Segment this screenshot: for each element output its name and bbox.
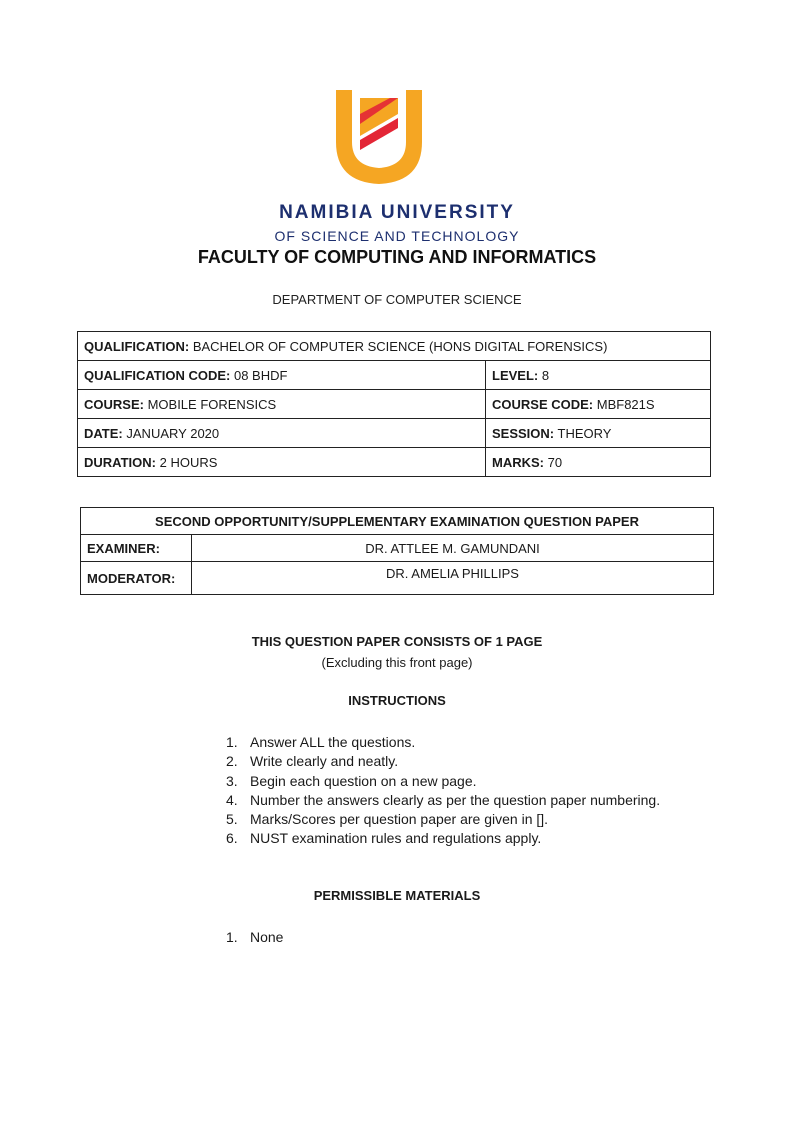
- university-name: NAMIBIA UNIVERSITY: [279, 202, 515, 223]
- qualification-code-value: 08 BHDF: [233, 367, 288, 383]
- course-label: COURSE:: [84, 396, 144, 412]
- list-item: 4. Number the answers clearly as per the question paper numbering.: [226, 791, 661, 808]
- instructions-heading: INSTRUCTIONS: [348, 693, 446, 708]
- course-code-label: COURSE CODE:: [492, 396, 594, 412]
- moderator-label: MODERATOR:: [81, 562, 192, 595]
- university-subtitle: OF SCIENCE AND TECHNOLOGY: [274, 228, 520, 244]
- permissible-materials-heading: PERMISSIBLE MATERIALS: [313, 888, 481, 903]
- permissible-materials-list: [226, 928, 283, 947]
- duration-cell: [78, 448, 486, 477]
- marks-value: 70: [547, 454, 563, 470]
- session-value: THEORY: [557, 425, 612, 441]
- qualification-cell: [78, 332, 711, 361]
- level-value: 8: [541, 367, 550, 383]
- exam-title: SECOND OPPORTUNITY/SUPPLEMENTARY EXAMINATION QUESTION PAPER: [81, 508, 714, 535]
- session-label: SESSION:: [492, 425, 555, 441]
- moderator-value: DR. AMELIA PHILLIPS: [192, 562, 714, 595]
- table-row: [81, 508, 714, 535]
- table-row: [78, 448, 711, 477]
- university-logo: [332, 84, 426, 186]
- list-item: 1. None: [226, 929, 284, 945]
- instructions-list: [226, 733, 660, 849]
- table-row: [78, 332, 711, 361]
- session-cell: [486, 419, 711, 448]
- duration-value: 2 HOURS: [159, 454, 218, 470]
- qualification-code-label: QUALIFICATION CODE:: [84, 367, 231, 383]
- course-value: MOBILE FORENSICS: [147, 396, 277, 412]
- table-row: [81, 562, 714, 595]
- date-cell: [78, 419, 486, 448]
- course-cell: [78, 390, 486, 419]
- list-item: 1. Answer ALL the questions.: [226, 734, 416, 750]
- list-item: 3. Begin each question on a new page.: [226, 772, 477, 789]
- page-count-statement: THIS QUESTION PAPER CONSISTS OF 1 PAGE: [251, 634, 543, 649]
- date-label: DATE:: [84, 425, 123, 441]
- date-value: JANUARY 2020: [126, 425, 220, 441]
- qualification-table: [77, 331, 711, 477]
- list-item: 6. NUST examination rules and regulations apply.: [226, 830, 542, 847]
- qualification-code-cell: [78, 361, 486, 390]
- course-code-value: MBF821S: [596, 396, 655, 412]
- examiner-value: DR. ATTLEE M. GAMUNDANI: [192, 535, 714, 562]
- list-item: 2. Write clearly and neatly.: [226, 753, 399, 770]
- table-row: [78, 419, 711, 448]
- marks-label: MARKS:: [492, 454, 544, 470]
- list-item: 5. Marks/Scores per question paper are given in [].: [226, 811, 549, 828]
- level-label: LEVEL:: [492, 367, 539, 383]
- marks-cell: [486, 448, 711, 477]
- level-cell: [486, 361, 711, 390]
- table-row: [78, 390, 711, 419]
- table-row: [81, 535, 714, 562]
- table-row: [78, 361, 711, 390]
- course-code-cell: [486, 390, 711, 419]
- duration-label: DURATION:: [84, 454, 156, 470]
- examination-table: [80, 507, 714, 595]
- department-title: DEPARTMENT OF COMPUTER SCIENCE: [272, 292, 522, 307]
- faculty-title: FACULTY OF COMPUTING AND INFORMATICS: [197, 247, 597, 267]
- qualification-label: QUALIFICATION:: [84, 338, 190, 354]
- qualification-value: BACHELOR OF COMPUTER SCIENCE (HONS DIGITAL FORENSICS): [192, 338, 608, 354]
- examiner-label: EXAMINER:: [81, 535, 192, 562]
- excluding-note: (Excluding this front page): [321, 655, 473, 670]
